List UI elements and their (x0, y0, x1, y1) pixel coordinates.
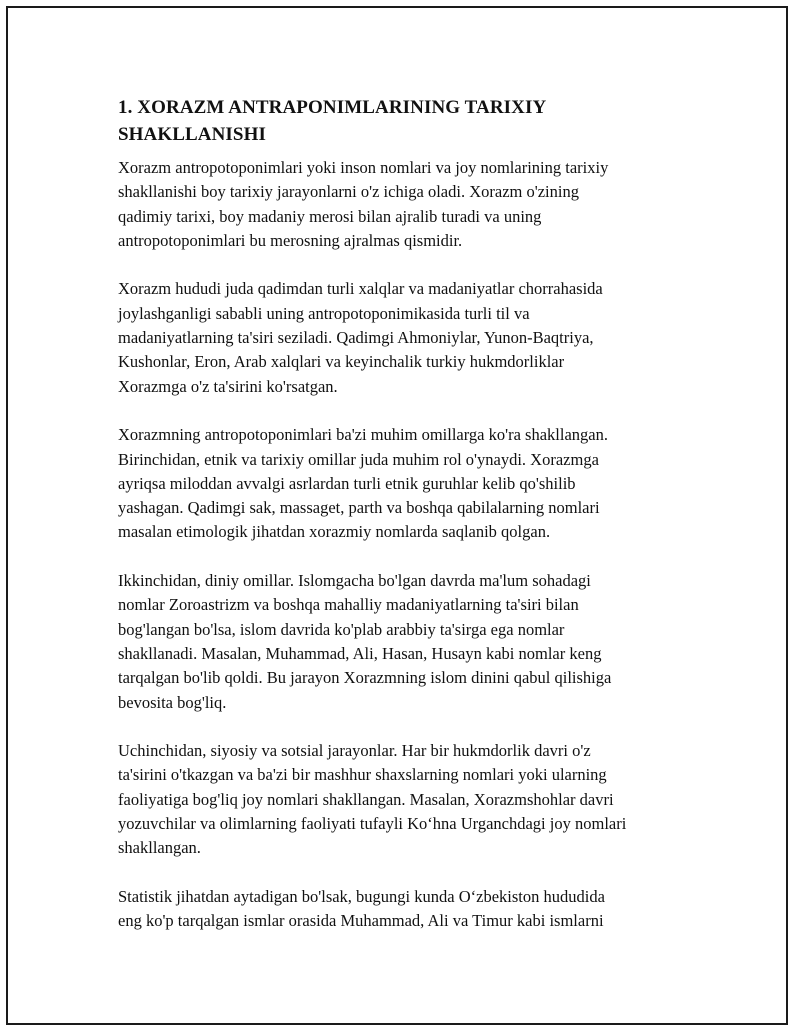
paragraph-4 (118, 569, 688, 715)
text-line: ta'sirini o'tkazgan va ba'zi bir mashhur shaxslarning nomlari yoki ularning (118, 765, 607, 785)
text-line: Uchinchidan, siyosiy va sotsial jarayonlar. Har bir hukmdorlik davri o'z (118, 741, 591, 761)
text-line: masalan etimologik jihatdan xorazmiy nomlarda saqlanib qolgan. (118, 522, 551, 542)
text-line: bevosita bog'liq. (118, 692, 227, 712)
paragraph-6 (118, 885, 688, 934)
text-line: eng ko'p tarqalgan ismlar orasida Muhammad, Ali va Timur kabi ismlarni (118, 911, 604, 931)
text-line: ayriqsa miloddan avvalgi asrlardan turli etnik guruhlar kelib qo'shilib (118, 473, 576, 493)
text-line: Kushonlar, Eron, Arab xalqlari va keyinchalik turkiy hukmdorliklar (118, 352, 565, 372)
paragraph-3 (118, 423, 688, 544)
text-line: Xorazm hududi juda qadimdan turli xalqlar va madaniyatlar chorrahasida (118, 279, 603, 299)
text-line: shakllangan. (118, 838, 201, 858)
text-line: qadimiy tarixi, boy madaniy merosi bilan ajralib turadi va uning (118, 206, 542, 226)
text-line: Xorazm antropotoponimlari yoki inson nomlari va joy nomlarining tarixiy (118, 158, 609, 177)
text-line: bog'langan bo'lsa, islom davrida ko'plab arabbiy ta'sirga ega nomlar (118, 619, 565, 639)
text-line: tarqalgan bo'lib qoldi. Bu jarayon Xorazmning islom dinini qabul qilishiga (118, 668, 612, 688)
text-line: madaniyatlarning ta'siri seziladi. Qadimgi Ahmoniylar, Yunon-Baqtriya, (118, 328, 594, 348)
section-heading (118, 94, 688, 148)
text-line: Xorazmning antropotoponimlari ba'zi muhim omillarga ko'ra shakllangan. (118, 425, 608, 445)
paragraph-2 (118, 277, 688, 398)
paragraph-5 (118, 739, 688, 860)
text-line: faoliyatiga bog'liq joy nomlari shakllangan. Masalan, Xorazmshohlar davri (118, 789, 614, 809)
document-body (118, 94, 688, 934)
text-line: antropotoponimlari bu merosning ajralmas qismidir. (118, 230, 463, 250)
text-line: Ikkinchidan, diniy omillar. Islomgacha bo'lgan davrda ma'lum sohadagi (118, 571, 591, 591)
text-line: nomlar Zoroastrizm va boshqa mahalliy madaniyatlarning ta'siri bilan (118, 595, 579, 615)
paragraph-1 (118, 156, 688, 253)
text-line: shakllanishi boy tarixiy jarayonlarni o'z ichiga oladi. Xorazm o'zining (118, 182, 579, 202)
text-line: shakllanadi. Masalan, Muhammad, Ali, Hasan, Husayn kabi nomlar keng (118, 643, 602, 663)
text-line: Statistik jihatdan aytadigan bo'lsak, bugungi kunda O‘zbekiston hududida (118, 886, 605, 906)
text-line: joylashganligi sababli uning antropotoponimikasida turli til va (118, 303, 530, 323)
heading-line: SHAKLLANISHI (118, 124, 266, 145)
text-line: yashagan. Qadimgi sak, massaget, parth va boshqa qabilalarning nomlari (118, 498, 600, 518)
heading-line: 1. XORAZM ANTRAPONIMLARINING TARIXIY (118, 97, 547, 118)
text-line: yozuvchilar va olimlarning faoliyati tufayli Ko‘hna Urganchdagi joy nomlari (118, 814, 627, 834)
text-line: Xorazmga o'z ta'sirini ko'rsatgan. (118, 376, 338, 396)
text-line: Birinchidan, etnik va tarixiy omillar juda muhim rol o'ynaydi. Xorazmga (118, 449, 599, 469)
